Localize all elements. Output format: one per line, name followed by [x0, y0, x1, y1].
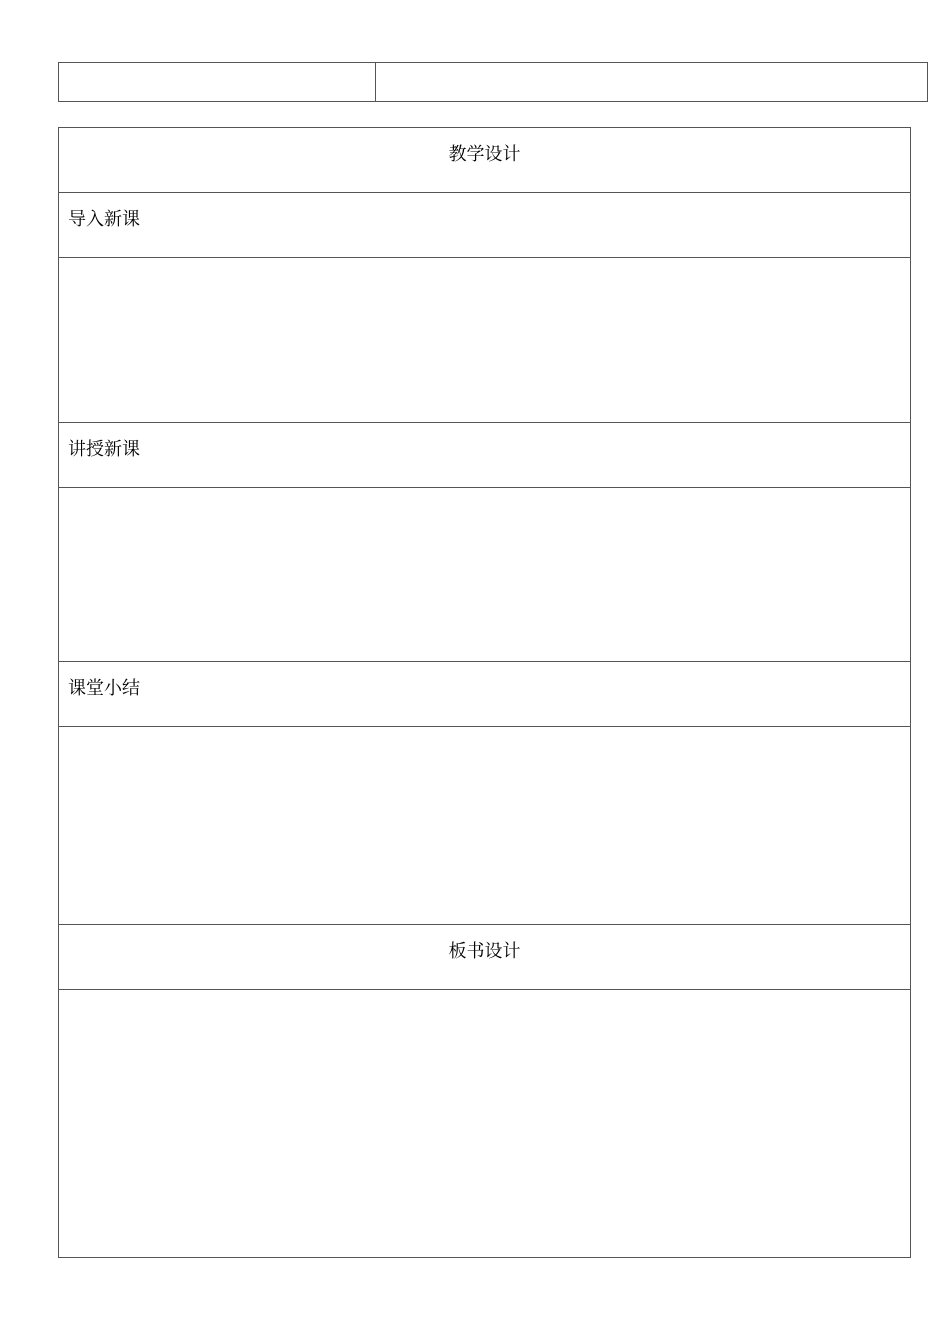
- section-content-summary: [59, 727, 910, 925]
- section-label-intro: 导入新课: [68, 209, 140, 230]
- section-header-row: [59, 662, 910, 727]
- teaching-design-table: [58, 127, 911, 1258]
- board-design-content: [59, 990, 910, 1257]
- section-content-intro: [59, 258, 910, 423]
- header-table: [58, 62, 928, 102]
- board-design-title-row: [59, 925, 910, 990]
- section-content-teach: [59, 488, 910, 662]
- header-left-cell: [59, 63, 376, 101]
- section-header-row: [59, 193, 910, 258]
- teaching-design-title: 教学设计: [448, 144, 521, 165]
- section-label-teach: 讲授新课: [68, 439, 140, 460]
- section-header-row: [59, 423, 910, 488]
- section-label-summary: 课堂小结: [68, 678, 140, 699]
- header-right-cell: [376, 63, 927, 101]
- teaching-design-title-row: [59, 128, 910, 193]
- board-design-title: 板书设计: [448, 941, 521, 962]
